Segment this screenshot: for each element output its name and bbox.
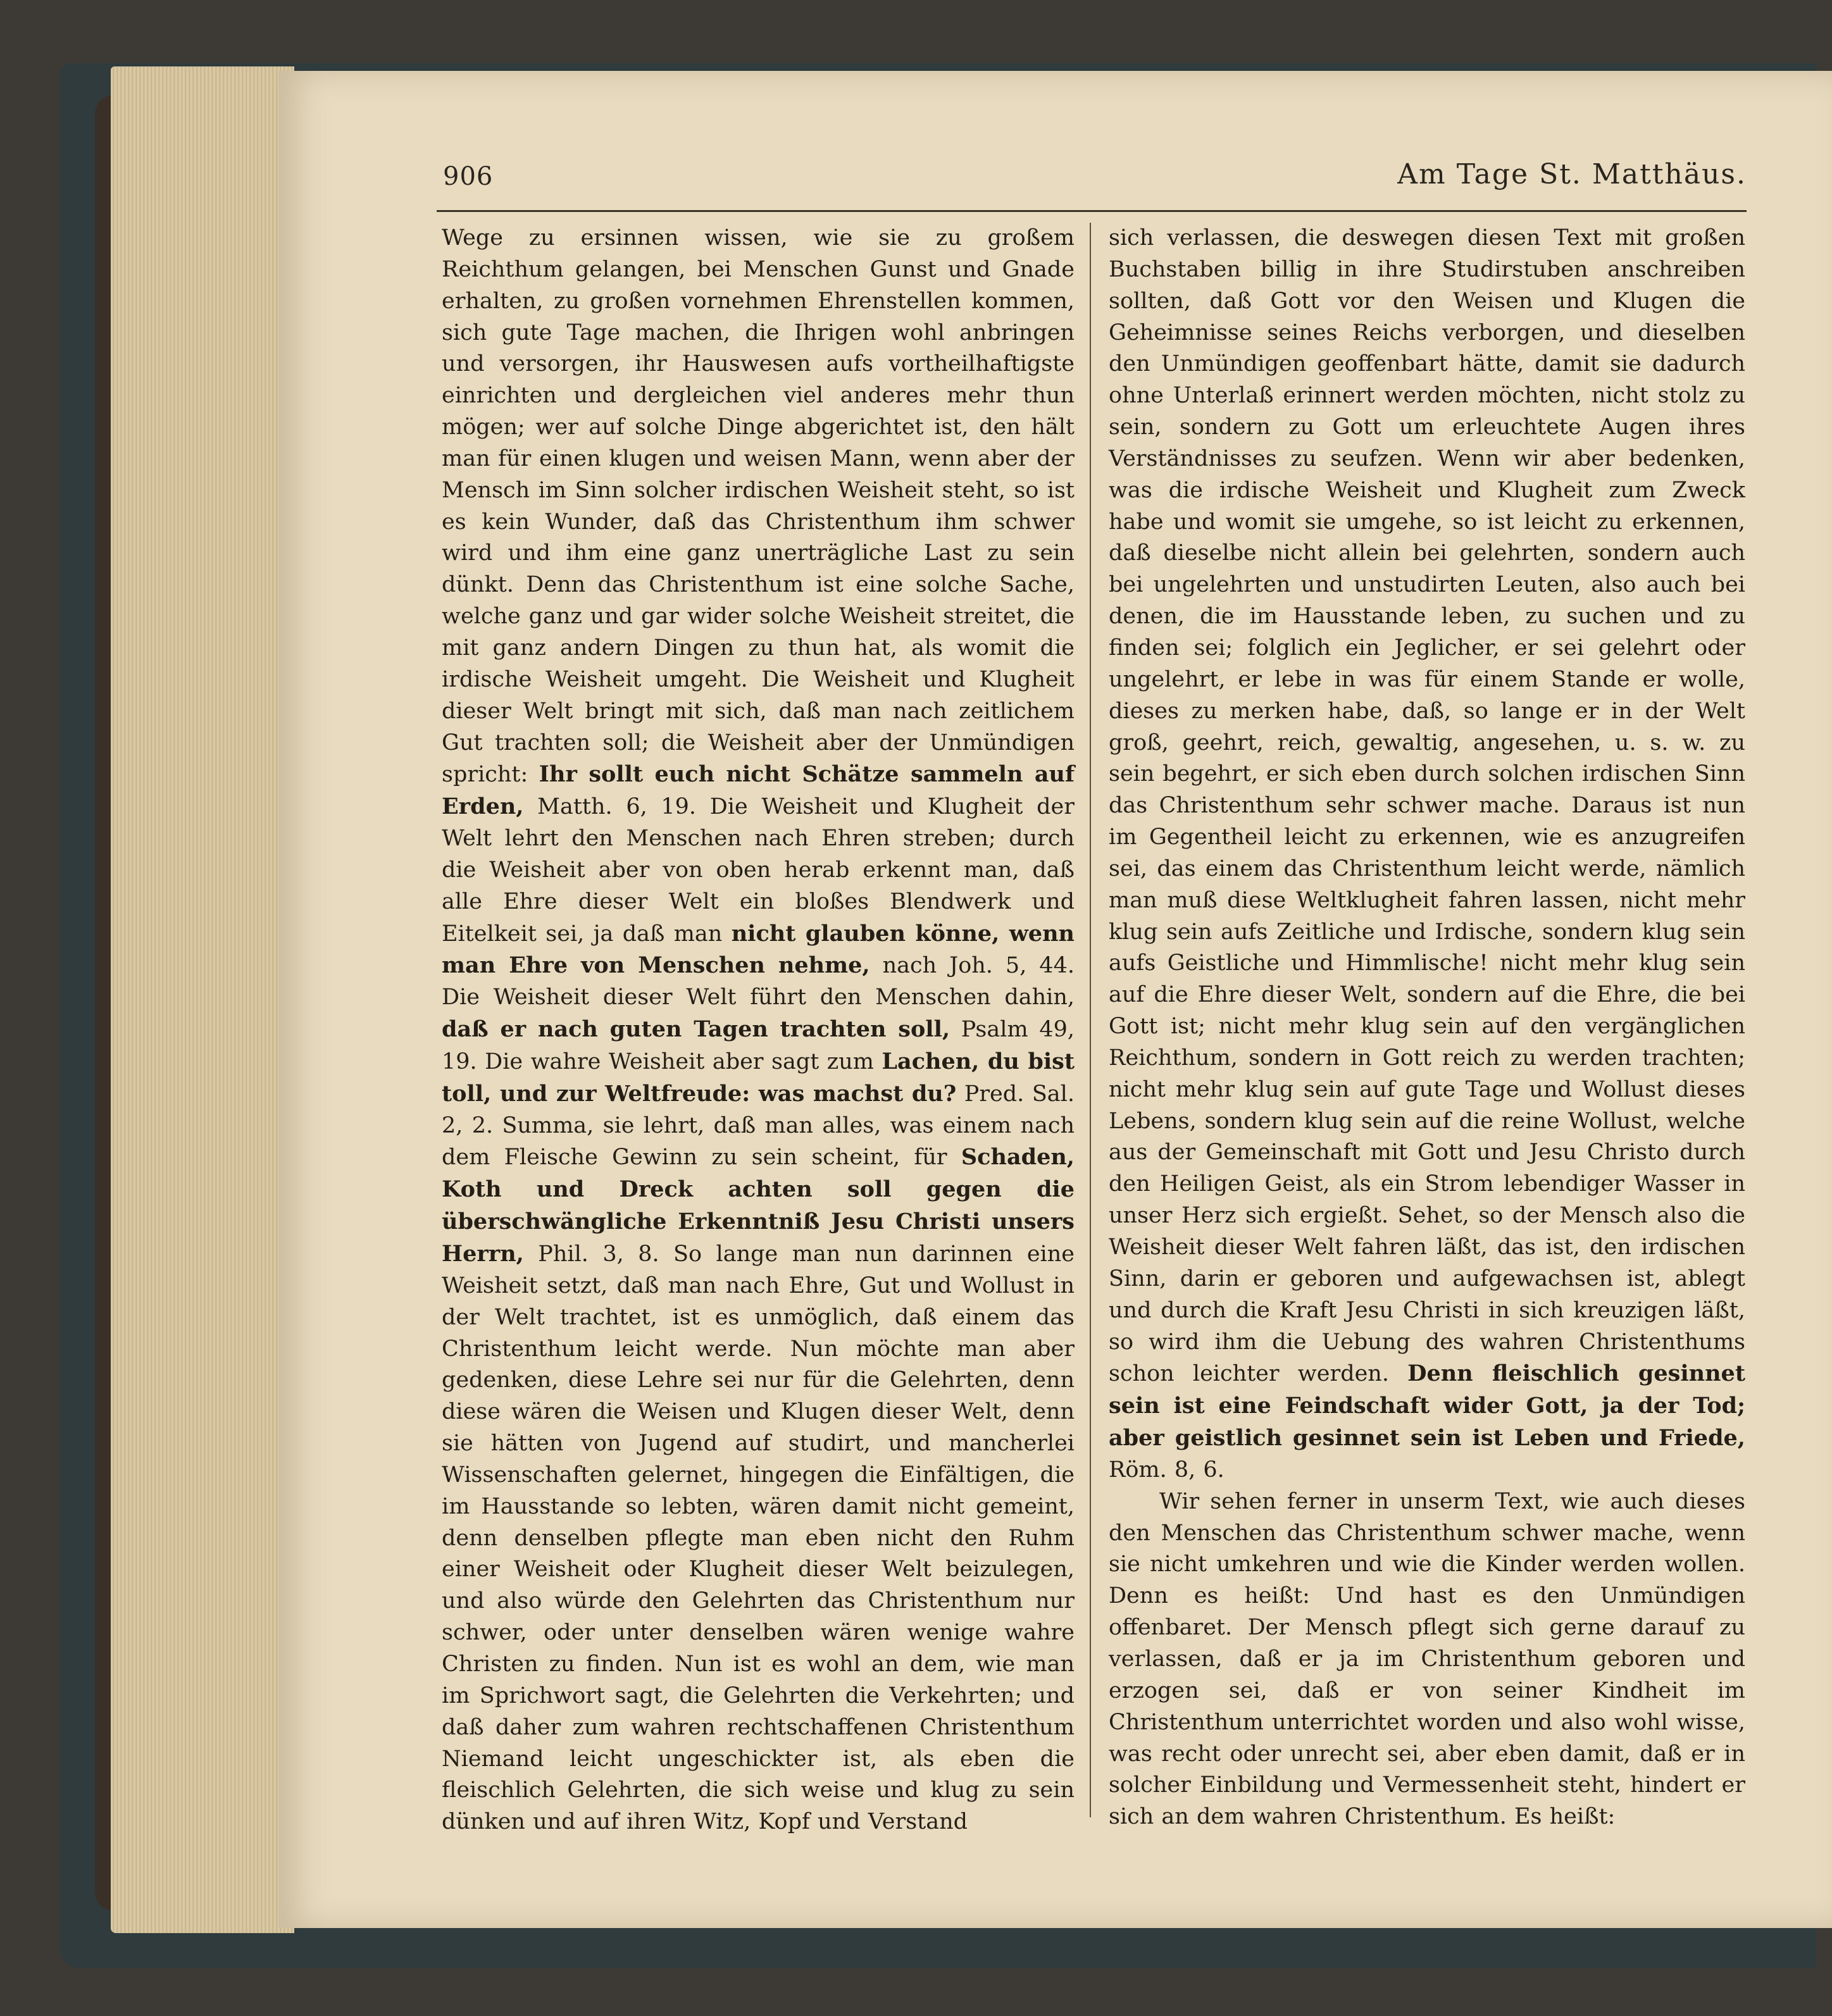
text-run: nach Joh. 5, 44. Die Weisheit dieser Welt führt den Menschen dahin, bbox=[442, 953, 1075, 1011]
page-number: 906 bbox=[443, 162, 494, 191]
text-run: Wege zu ersinnen wissen, wie sie zu großem Reichthum gelangen, bei Menschen Gunst und Gnade erhalten, zu großen vornehmen Ehrenstellen kommen, sich gute Tage machen, die Ihrigen wohl anbringen und versorgen, ihr Hauswesen aufs vortheilhaftigste einrichten und dergleichen viel anderes mehr thun mögen; wer auf solche Dinge abgerichtet ist, den hält man für einen klugen und weisen Mann, wenn aber der Mensch im Sinn solcher irdischen Weisheit steht, so ist es kein Wunder, daß das Christenthum ihm schwer wird und ihm eine ganz unerträgliche Last zu sein dünkt. Denn das Christenthum ist eine solche Sache, welche ganz und gar wider solche Weisheit streitet, die mit ganz andern Dingen zu thun hat, als womit die irdische Weisheit umgeht. Die Weisheit und Klugheit dieser Welt bringt mit sich, daß man nach zeitlichem Gut trachten soll; die Weisheit aber der Unmündigen spricht: bbox=[442, 225, 1075, 788]
header-rule bbox=[437, 210, 1747, 212]
text-run: Pred. Sal. 2, 2. Summa, sie lehrt, daß man alles, was einem nach dem Fleische Gewinn zu sein scheint, für bbox=[442, 1081, 1075, 1171]
running-head: Am Tage St. Matthäus. bbox=[1397, 158, 1747, 190]
bold-quote: daß er nach guten Tagen trachten soll, bbox=[442, 1016, 950, 1043]
text-run: sich verlassen, die deswegen diesen Text mit großen Buchstaben billig in ihre Studirstuben anschreiben sollten, daß Gott vor den Weisen und Klugen die Geheimnisse seines Reichs verborgen, und dieselben den Unmündigen geoffenbart hätte, damit sie dadurch ohne Unterlaß erinnert werden möchten, nicht stolz zu sein, sondern zu Gott um erleuchtete Augen ihres Verständnisses zu seufzen. Wenn wir aber bedenken, was die irdische Weisheit und Klugheit zum Zweck habe und womit sie umgehe, so ist leicht zu erkennen, daß dieselbe nicht allein bei gelehrten, sondern auch bei ungelehrten und unstudirten Leuten, also auch bei denen, die im Hausstande leben, zu suchen und zu finden sei; folglich ein Jeglicher, er sei gelehrt oder ungelehrt, er lebe in was für einem Stande er wolle, dieses zu merken habe, daß, so lange er in der Welt groß, geehrt, reich, gewaltig, angesehen, u. s. w. zu sein begehrt, er sich eben durch solchen irdischen Sinn das Christenthum sehr schwer mache. Daraus ist nun im Gegentheil leicht zu erkennen, wie es anzugreifen sei, das einem das Christenthum leicht werde, nämlich man muß diese Weltklugheit fahren lassen, nicht mehr klug sein aufs Zeitliche und Irdische, sondern klug sein aufs Geistliche und Himmlische! nicht mehr klug sein auf die Ehre dieser Welt, sondern auf die Ehre, die bei Gott ist; nicht mehr klug sein auf den vergänglichen Reichthum, sondern in Gott reich zu werden trachten; nicht mehr klug sein auf gute Tage und Wollust dieses Lebens, sondern klug sein auf die reine Wollust, welche aus der Gemeinschaft mit Gott und Jesu Christo durch den Heiligen Geist, als ein Strom lebendiger Wasser in unser Herz sich ergießt. Sehet, so der Mensch also die Weisheit dieser Welt fahren läßt, das ist, den irdischen Sinn, darin er geboren und aufgewachsen ist, ablegt und durch die Kraft Jesu Christi in sich kreuzigen läßt, so wird ihm die Uebung des wahren Christenthums schon leichter werden. bbox=[1109, 225, 1745, 1387]
left-paragraph bbox=[442, 223, 1075, 1838]
bold-quote: Schaden, Koth und Dreck achten soll gegen die überschwängliche Erkenntniß Jesu Christi unsers Herrn, bbox=[442, 1144, 1075, 1267]
left-column bbox=[442, 223, 1075, 1838]
text-run: Röm. 8, 6. bbox=[1109, 1457, 1224, 1483]
right-paragraph-2: Wir sehen ferner in unserm Text, wie auch dieses den Menschen das Christenthum schwer mache, wenn sie nicht umkehren und wie die Kinder werden wollen. Denn es heißt: Und hast es den Unmündigen offenbaret. Der Mensch pflegt sich gerne darauf zu verlassen, daß er ja im Christenthum geboren und erzogen sei, daß er von seiner Kindheit im Christenthum unterrichtet worden und also wohl wisse, was recht oder unrecht sei, aber eben damit, daß er in solcher Einbildung und Vermessenheit steht, hindert er sich an dem wahren Christenthum. Es heißt: bbox=[1109, 1488, 1745, 1830]
right-paragraph-1 bbox=[1109, 223, 1745, 1486]
bold-quote: Ihr sollt euch nicht Schätze sammeln auf Erden, bbox=[442, 761, 1075, 820]
bold-quote: Denn fleischlich gesinnet sein ist eine Feindschaft wider Gott, ja der Tod; aber geistlich gesinnet sein ist Leben und Friede, bbox=[1109, 1360, 1745, 1452]
right-column bbox=[1109, 223, 1745, 1833]
column-rule bbox=[1090, 223, 1091, 1817]
page-edges bbox=[111, 66, 294, 1933]
text-run: Psalm 49, 19. Die wahre Weisheit aber sagt zum bbox=[442, 1017, 1075, 1074]
bold-quote: Lachen, du bist toll, und zur Weltfreude: was machst du? bbox=[442, 1048, 1075, 1107]
text-run: Matth. 6, 19. Die Weisheit und Klugheit der Welt lehrt den Menschen nach Ehren streben; durch die Weisheit aber von oben herab erkennt man, daß alle Ehre dieser Welt ein bloßes Blendwerk und Eitelkeit sei, ja daß man bbox=[442, 794, 1075, 947]
page-header bbox=[443, 158, 1747, 202]
text-run: Phil. 3, 8. So lange man nun darinnen eine Weisheit setzt, daß man nach Ehre, Gut und Wollust in der Welt trachtet, ist es unmöglich, daß einem das Christenthum leicht werde. Nun möchte man aber gedenken, diese Lehre sei nur für die Gelehrten, denn diese wären die Weisen und Klugen dieser Welt, denn sie hätten von Jugend auf studirt, und mancherlei Wissenschaften gelernet, hingegen die Einfältigen, die im Hausstande so lebten, wären damit nicht gemeint, denn denselben pflegte man eben nicht den Ruhm einer Weisheit oder Klugheit dieser Welt beizulegen, und also würde den Gelehrten das Christenthum nur schwer, oder unter denselben wären wenige wahre Christen zu finden. Nun ist es wohl an dem, wie man im Sprichwort sagt, die Gelehrten die Verkehrten; und daß daher zum wahren rechtschaffenen Christenthum Niemand leicht ungeschickter ist, als eben die fleischlich Gelehrten, die sich weise und klug zu sein dünken und auf ihren Witz, Kopf und Verstand bbox=[442, 1241, 1075, 1835]
bold-quote: nicht glauben könne, wenn man Ehre von Menschen nehme, bbox=[442, 920, 1075, 979]
